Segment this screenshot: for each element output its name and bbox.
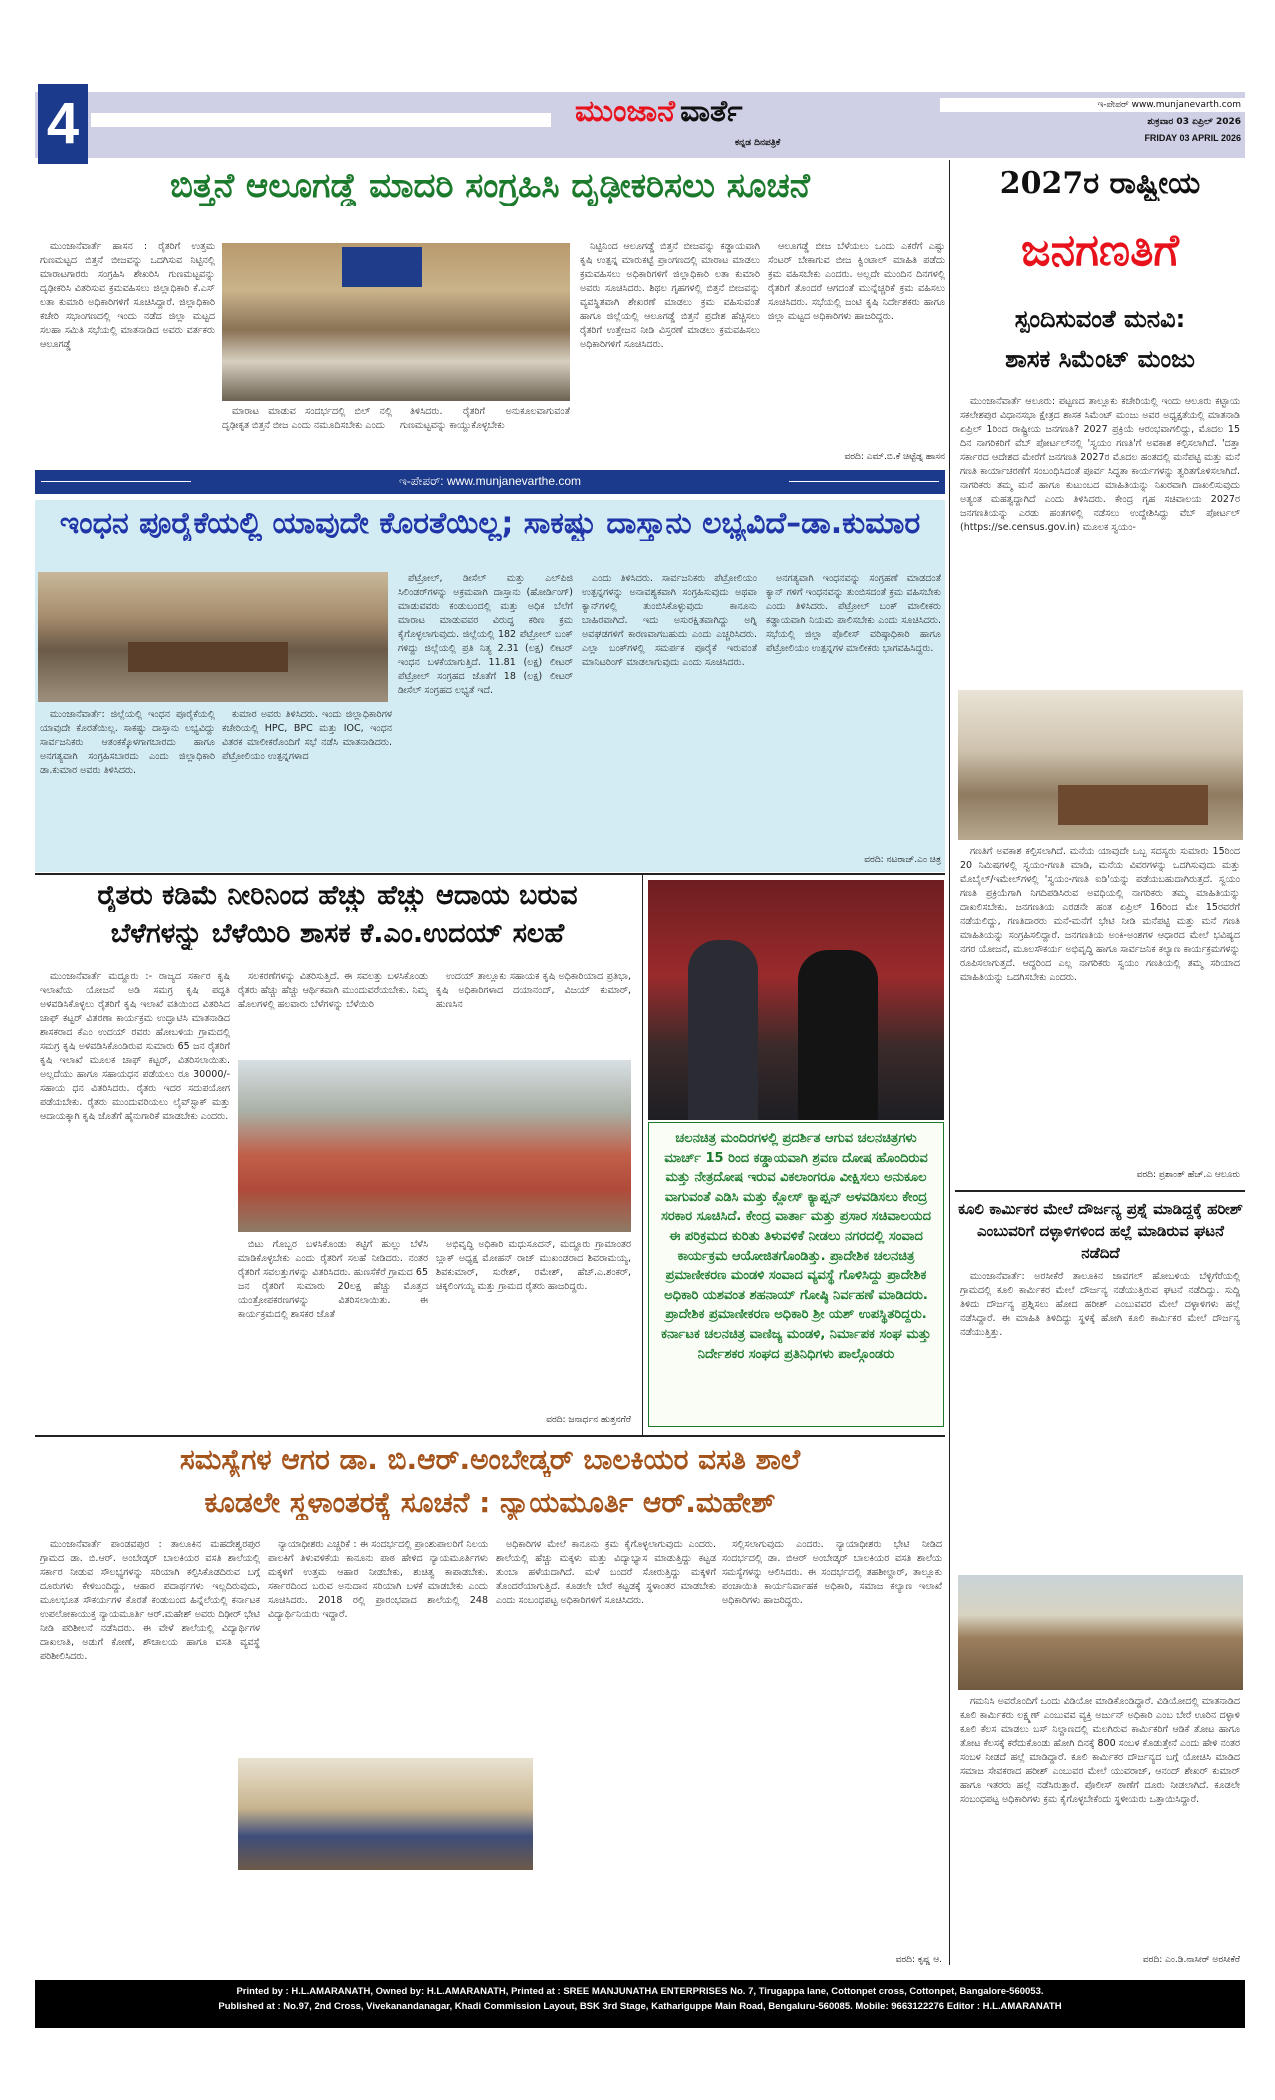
photo-caption: ಮಾರಾಟ ಮಾಡುವ ಸಂದರ್ಭದಲ್ಲಿ ಬಿಲ್ ನಲ್ಲಿ ದೃಢೀಕೃತ ಬಿತ್ತನೆ ಬೀಜ ಎಂದು ನಮೂದಿಸಬೇಕು ಎಂದು: [222, 406, 392, 431]
photo-justice-visit: [238, 1758, 533, 1870]
headline-census-3: ಸ್ಪಂದಿಸುವಂತೆ ಮನವಿ:: [1014, 305, 1186, 333]
headline-fuel: ಇಂಧನ ಪೂರೈಕೆಯಲ್ಲಿ ಯಾವುದೇ ಕೊರತೆಯಿಲ್ಲ; ಸಾಕಷ್ಟು ದಾಸ್ತಾನು ಲಭ್ಯವಿದೆ–ಡಾ.ಕುಮಾರ: [59, 506, 921, 541]
epaper-bar[interactable]: [35, 470, 945, 494]
podium-sign: [342, 247, 422, 287]
article-column: ಬಿಟು ಗೊಬ್ಬರ ಬಳಸಿಕೊಂಡು ಕಟ್ಟಿಗೆ ಹುಲ್ಲು ಬೆಳೆಸಿ ಮಾಡಿಕೊಳ್ಳಬೇಕು ಎಂದು ರೈತರಿಗೆ ಸಲಹೆ ನೀಡಿದರು. ನಂತರ ರೈತರಿಗೆ ಸವಲತ್ತುಗಳನ್ನು ವಿತರಿಸಿದರು. ಹುಣಸೆಕೆರೆ ಗ್ರಾಮದ 65 ಜನ ರೈತರಿಗೆ ಸುಮಾರು 20ಲಕ್ಷ ಹೆಚ್ಚು ಮೊತ್ತದ ಯಂತ್ರೋಪಕರಣಗಳನ್ನು ವಿತರಿಸಲಾಯಿತು. ಈ ಕಾರ್ಯಕ್ರಮದಲ್ಲಿ ಶಾಸಕರ ಜೊತೆ: [238, 1239, 428, 1320]
article-column: ಮುಂಜಾನೆವಾರ್ತೆ ಆಲೂರು: ಪಟ್ಟಣದ ತಾಲ್ಲೂಕು ಕಚೇರಿಯಲ್ಲಿ ಇಂದು ಆಲೂರು ಕಟ್ಟಾಯ ಸಕಲೇಶಪುರ ವಿಧಾನಸಭಾ ಕ್ಷೇತ್ರದ ಶಾಸಕ ಸಿಮೆಂಟ್ ಮಂಜು ಅವರ ಅಧ್ಯಕ್ಷತೆಯಲ್ಲಿ ಮಾತನಾಡಿ ಏಪ್ರಿಲ್ 1ರಿಂದ ರಾಷ್ಟ್ರೀಯ ಜನಗಣತಿ? 2027 ಪ್ರಕ್ರಿಯೆ ಆರಂಭವಾಗಲಿದ್ದು, ಮೊದಲ 15 ದಿನ ನಾಗರಿಕರಿಗೆ ವೆಬ್ ಪೋರ್ಟಲ್‌ನಲ್ಲಿ 'ಸ್ವಯಂ ಗಣತಿ'ಗೆ ಅವಕಾಶ ಕಲ್ಪಿಸಲಾಗಿದೆ. 'ದತ್ತಾ ಸರ್ಕಾರದ ಆದೇಶದ ಮೇರೆಗೆ ಜನಗಣತಿ 2027ರ ಮೊದಲ ಹಂತದಲ್ಲಿ ಮನೆಪಟ್ಟಿ ಮತ್ತು ಮನೆ ಗಣತಿ ಕಾರ್ಯಾಚರಣೆಗೆ ಸಂಬಂಧಿಸಿದಂತೆ ಪೂರ್ವ ಸಿದ್ಧತಾ ಕಾರ್ಯಗಳನ್ನು ತ್ವರಿತಗೊಳಿಸಲಾಗಿದೆ. ನಾಗರಿಕರು ತಮ್ಮ ಮನೆ ಹಾಗೂ ಕುಟುಂಬದ ಮಾಹಿತಿಯನ್ನು ನಿಖರವಾಗಿ ದಾಖಲಿಸುವುದು ಅತ್ಯಂತ ಮಹತ್ವದ್ದಾಗಿದೆ ಎಂದು ತಿಳಿಸಿದರು. ಕೇಂದ್ರ ಗೃಹ ಸಚಿವಾಲಯ 2027ರ ಜನಗಣತಿಯನ್ನು ಎರಡು ಹಂತಗಳಲ್ಲಿ ನಡೆಸಲು ಉದ್ದೇಶಿಸಿದ್ದು ವೆಬ್ ಪೋರ್ಟಲ್ (https://se.census.gov.in) ಮೂಲಕ ಸ್ವಯಂ-: [960, 396, 1240, 533]
masthead-rule: [91, 113, 551, 127]
article-column: ನ್ಯಾಯಾಧೀಶರು ಎಚ್ಚರಿಕೆ : ಈ ಸಂದರ್ಭದಲ್ಲಿ ಪ್ರಾಂಶುಪಾಲರಿಗೆ ನಿಲಯ ಪಾಲಕಿಗೆ ತಿಳುವಳಿಕೆಯ ಕಾನೂನು ಪಾಠ ಹೇಳಿದ ನ್ಯಾಯಮೂರ್ತಿಗಳು ಮಕ್ಕಳಿಗೆ ಉತ್ತಮ ಆಹಾರ ನೀಡಬೇಕು, ಶುಚಿತ್ವ ಕಾಪಾಡಬೇಕು. ಸರ್ಕಾರದಿಂದ ಬರುವ ಅನುದಾನ ಸರಿಯಾಗಿ ಬಳಕೆ ಮಾಡಬೇಕು ಎಂದು ಸೂಚಿಸಿದರು. 2018 ರಲ್ಲಿ ಪ್ರಾರಂಭವಾದ ಶಾಲೆಯಲ್ಲಿ 248 ವಿದ್ಯಾರ್ಥಿನಿಯರು ಇದ್ದಾರೆ.: [268, 1539, 488, 1620]
epaper-url[interactable]: ಇ-ಪೇಪರ್ www.munjanevarth.com: [940, 98, 1245, 112]
byline: ವರದಿ: ಎಂ.ಡಿ.ನಾಸೀರ್ ಅರಸೀಕೆರೆ: [1142, 1955, 1240, 1965]
imprint-line-1: Printed by : H.L.AMARANATH, Owned by: H.L.AMARANATH, Printed at : SREE MANJUNATHA ENTERPRISES No. 7, Tirugappa lane, Cottonpet cross, Cottonpet, Bangalore-560053.: [236, 1986, 1044, 1997]
photo-census-meeting: [958, 690, 1243, 840]
headline-labour: ಕೂಲಿ ಕಾರ್ಮಿಕರ ಮೇಲೆ ದೌರ್ಜನ್ಯ ಪ್ರಶ್ನೆ ಮಾಡಿದ್ದಕ್ಕೆ ಹರೀಶ್ ಎಂಬುವರಿಗೆ ದಳ್ಳಾಳಿಗಳಿಂದ ಹಲ್ಲೆ ಮಾಡಿರುವ ಘಟನೆ ನಡೆದಿದೆ: [958, 1200, 1243, 1262]
photo-film-event: [648, 880, 944, 1120]
divider: [35, 873, 945, 875]
byline: ವರದಿ: ನಟರಾಜ್.ಎಂ ಚಿತ್ರ: [864, 855, 941, 865]
logo: [575, 94, 743, 129]
article-column: ಗಣತಿಗೆ ಅವಕಾಶ ಕಲ್ಪಿಸಲಾಗಿದೆ. ಮನೆಯ ಯಾವುದೇ ಒಬ್ಬ ಸದಸ್ಯರು ಸುಮಾರು 15ರಿಂದ 20 ನಿಮಿಷಗಳಲ್ಲಿ ಸ್ವಯಂ-ಗಣತಿ ಮಾಡಿ, ಮನೆಯ ವಿವರಗಳನ್ನು ಒದಗಿಸುವುದು ಮತ್ತು ಮೊಬೈಲ್/ಇಮೇಲ್‌ಗಳಲ್ಲಿ 'ಸ್ವಯಂ-ಗಣತಿ ಐಡಿ'ಯನ್ನು ಪಡೆಯಬಹುದಾಗಿರುತ್ತದೆ. ಸ್ವಯಂ ಗಣತಿ ಪ್ರಕ್ರಿಯೆಗಾಗಿ ನಿಗದಿಪಡಿಸಿರುವ ಅವಧಿಯಲ್ಲಿ ನಾಗರಿಕರು ತಮ್ಮ ಮಾಹಿತಿಯನ್ನು ದಾಖಲಿಸಬೇಕು. ಜನಗಣತಿಯ ಎರಡನೇ ಹಂತ ಏಪ್ರಿಲ್ 16ರಿಂದ ಮೇ 15ರವರೆಗೆ ನಡೆಯಲಿದ್ದು, ಗಣತಿದಾರರು ಮನೆ-ಮನೆಗೆ ಭೇಟಿ ನೀಡಿ ಮನೆಪಟ್ಟಿ ಮತ್ತು ಮನೆ ಗಣತಿ ಮಾಹಿತಿಯನ್ನು ಸಂಗ್ರಹಿಸಲಿದ್ದಾರೆ. ಜನಗಣತಿಯ ಅಂಕಿ-ಅಂಶಗಳ ಆಧಾರದ ಮೇಲೆ ಭವಿಷ್ಯದ ನಗರ ಯೋಜನೆ, ಮೂಲಸೌಕರ್ಯ ಅಭಿವೃದ್ಧಿ ಹಾಗೂ ಸಾರ್ವಜನಿಕ ಕಲ್ಯಾಣ ಕಾರ್ಯಕ್ರಮಗಳನ್ನು ರೂಪಿಸಲಾಗುತ್ತದೆ. ಆದ್ದರಿಂದ ಎಲ್ಲ ನಾಗರಿಕರು ಸ್ವಯಂ ಗಣತಿಯಲ್ಲಿ ತಮ್ಮ ಸರಿಯಾದ ಮಾಹಿತಿಯನ್ನು ಒದಗಿಸಬೇಕು ಎಂದರು.: [960, 846, 1240, 983]
article-column: ಕುಮಾರ ಅವರು ತಿಳಿಸಿದರು. ಇಂದು ಜಿಲ್ಲಾಧಿಕಾರಿಗಳ ಕಚೇರಿಯಲ್ಲಿ HPC, BPC ಮತ್ತು IOC, ಇಂಧನ ವಿತರಕ ಮಾಲೀಕರೊಂದಿಗೆ ಸಭೆ ನಡೆಸಿ ಮಾತನಾಡಿದರು. ಪೆಟ್ರೋಲಿಯಂ ಉತ್ಪನ್ನಗಳಾದ: [222, 709, 392, 762]
article-column: ಅಧಿಕಾರಿಗಳ ಮೇಲೆ ಕಾನೂನು ಕ್ರಮ ಕೈಗೊಳ್ಳಲಾಗುವುದು ಎಂದರು. ಶಾಲೆಯಲ್ಲಿ ಹೆಚ್ಚು ಮಕ್ಕಳು ಮತ್ತು ವಿದ್ಯಾಭ್ಯಾಸ ಮಾಡುತ್ತಿದ್ದು ಕಟ್ಟಡ ತುಂಬಾ ಹಳೆಯದಾಗಿದೆ. ಮಳೆ ಬಂದರೆ ಸೋರುತ್ತಿದ್ದು ಮಕ್ಕಳಿಗೆ ತೊಂದರೆಯಾಗುತ್ತಿದೆ. ಕೂಡಲೇ ಬೇರೆ ಕಟ್ಟಡಕ್ಕೆ ಸ್ಥಳಾಂತರ ಮಾಡಬೇಕು ಎಂದು ಸಂಬಂಧಪಟ್ಟ ಅಧಿಕಾರಿಗಳಿಗೆ ಸೂಚಿಸಿದರು.: [496, 1539, 716, 1606]
article-column: ಗಮನಿಸಿ ಅವರೊಂದಿಗೆ ಒಂದು ವಿಡಿಯೋ ಮಾಡಿಕೊಂಡಿದ್ದಾರೆ. ವಿಡಿಯೋದಲ್ಲಿ ಮಾತನಾಡಿದ ಕೂಲಿ ಕಾರ್ಮಿಕರು ಲಕ್ಷ್ಮಣ್ ಎಂಬುವವ ವ್ಯಕ್ತಿ ಅರ್ಜುನ್ ಅಧಿಕಾರಿ ಎಂಬ ಬೇರೆ ಊರಿನ ದಳ್ಳಾಳಿ ಕೂಲಿ ಕೆಲಸ ಮಾಡಲು ಬಸ್ ನಿಲ್ದಾಣದಲ್ಲಿ ಮಲಗಿರುವ ಕಾರ್ಮಿಕರಿಗೆ ಆಡಿಕೆ ತೋಟ ಹಾಗೂ ತೋಟ ಕೆಲಸಕ್ಕೆ ಕರೆದುಕೊಂಡು ಹೋಗಿ ದಿನಕ್ಕೆ 800 ಸಂಬಳ ಕೊಡುತ್ತೇನೆ ಎಂದು ಹೇಳಿ ನಂತರ ಸಂಬಳ ನೀಡದೆ ಹಲ್ಲೆ ಮಾಡಿದ್ದಾರೆ. ಕೂಲಿ ಕಾರ್ಮಿಕರ ದೌರ್ಜನ್ಯದ ಬಗ್ಗೆ ಯೋಚಿಸಿ ಮಾಡಿದ ಸಮಾಜ ಸೇವಕರಾದ ಹರೀಶ್ ಎಂಬುವರ ಮೇಲೆ ಯುವರಾಜ್, ಆನಂದ್ ಶೇಖರ್ ಕುಮಾರ್ ಹಾಗೂ ಇತರರು ಹಲ್ಲೆ ನಡೆಸಿರುತ್ತಾರೆ. ಪೊಲೀಸ್ ಠಾಣೆಗೆ ದೂರು ನೀಡಲಾಗಿದೆ. ಕೂಡಲೇ ಸಂಬಂಧಪಟ್ಟ ಅಧಿಕಾರಿಗಳು ಕ್ರಮ ಕೈಗೊಳ್ಳಬೇಕೆಂದು ಸ್ಥಳೀಯರು ಒತ್ತಾಯಿಸಿದ್ದಾರೆ.: [960, 1696, 1240, 1805]
photo-chaff-cutters: [238, 1060, 631, 1232]
headline-potato: ಬಿತ್ತನೆ ಆಲೂಗಡ್ಡೆ ಮಾದರಿ ಸಂಗ್ರಹಿಸಿ ದೃಢೀಕರಿಸಲು ಸೂಚನೆ: [170, 166, 810, 206]
article-column: ನಿಟ್ಟಿನಿಂದ ಆಲೂಗಡ್ಡೆ ಬಿತ್ತನೆ ಬೀಜವನ್ನು ಕಡ್ಡಾಯವಾಗಿ ಕೃಷಿ ಉತ್ಪನ್ನ ಮಾರುಕಟ್ಟೆ ಪ್ರಾಂಗಣದಲ್ಲಿ ಮಾರಾಟ ಮಾಡಲು ಕ್ರಮವಹಿಸಲು ಅಧಿಕಾರಿಗಳಿಗೆ ಜಿಲ್ಲಾಧಿಕಾರಿ ಲತಾ ಕುಮಾರಿ ಅವರು ಸೂಚಿಸಿದರು. ಶಿಥಲ ಗೃಹಗಳಲ್ಲಿ ಬಿತ್ತನೆ ಬೀಜವನ್ನು ವ್ಯವಸ್ಥಿತವಾಗಿ ಶೇಖರಣೆ ಮಾಡಲು ಕ್ರಮ ವಹಿಸುವಂತೆ ಹಾಗೂ ಜಿಲ್ಲೆಯಲ್ಲಿ ಆಲೂಗಡ್ಡೆ ಬಿತ್ತನೆ ಪ್ರದೇಶ ಹೆಚ್ಚಿಸಲು ರೈತರಿಗೆ ಉತ್ತೇಜನ ನೀಡಿ ವಿಸ್ತರಣೆ ಮಾಡಲು ಕ್ರಮವಹಿಸಲು ಅಧಿಕಾರಿಗಳಿಗೆ ಸೂಚಿಸಿದರು.: [580, 241, 760, 350]
divider: [955, 1190, 1245, 1192]
person: [798, 950, 878, 1120]
article-column: ಮುಂಜಾನೆವಾರ್ತೆ ಪಾಂಡವಪುರ : ತಾಲೂಕಿನ ಮಹದೇಶ್ವರಪುರ ಗ್ರಾಮದ ಡಾ. ಬಿ.ಆರ್. ಅಂಬೇಡ್ಕರ್ ಬಾಲಕಿಯರ ವಸತಿ ಶಾಲೆಯಲ್ಲಿ ಸರ್ಕಾರ ನೀಡುವ ಸೌಲಭ್ಯಗಳನ್ನು ಸರಿಯಾಗಿ ಕಲ್ಪಿಸಿಕೊಡದಿರುವ ಬಗ್ಗೆ ದೂರುಗಳು ಕೇಳಿಬಂದಿದ್ದು, ಆಹಾರ ಪದಾರ್ಥಗಳು ಇಲ್ಲದಿರುವುದು, ಮೂಲಭೂತ ಸೌಕರ್ಯಗಳ ಕೊರತೆ ಕಂಡುಬಂದ ಹಿನ್ನೆಲೆಯಲ್ಲಿ ಕರ್ನಾಟಕ ಉಪಲೋಕಾಯುಕ್ತ ನ್ಯಾಯಮೂರ್ತಿ ಆರ್.ಮಹೇಶ್ ಅವರು ದಿಢೀರ್ ಭೇಟಿ ನೀಡಿ ಪರಿಶೀಲನೆ ನಡೆಸಿದರು. ಈ ವೇಳೆ ಶಾಲೆಯಲ್ಲಿ ವಿದ್ಯಾರ್ಥಿಗಳ ದಾಖಲಾತಿ, ಅಡುಗೆ ಕೋಣೆ, ಶೌಚಾಲಯ ಹಾಗೂ ವಸತಿ ವ್ಯವಸ್ಥೆ ಪರಿಶೀಲಿಸಿದರು.: [40, 1539, 260, 1662]
article-column: ಮುಂಜಾನೆವಾರ್ತೆ ಮದ್ದೂರು :- ರಾಜ್ಯದ ಸರ್ಕಾರ ಕೃಷಿ ಇಲಾಖೆಯ ಯೋಜನೆ ಅಡಿ ಸಮಗ್ರ ಕೃಷಿ ಪದ್ಧತಿ ಅಳವಡಿಸಿಕೊಳ್ಳಲು ರೈತರಿಗೆ ಕೃಷಿ ಇಲಾಖೆ ವತಿಯಿಂದ ವಿತರಿಸಿದ ಚಾಫ್ ಕಟ್ಟರ್ ವಿತರಣಾ ಕಾರ್ಯಕ್ರಮ ಉದ್ಘಾಟಿಸಿ ಮಾತನಾಡಿದ ಶಾಸಕರಾದ ಕೆಎಂ ಉದಯ್ ರವರು ಹೋಬಳಿಯ ಗ್ರಾಮದಲ್ಲಿ ಸಮಗ್ರ ಕೃಷಿ ಅಳವಡಿಸಿಕೊಂಡಿರುವ ಸುಮಾರು 65 ಜನ ರೈತರಿಗೆ ಕೃಷಿ ಇಲಾಖೆ ಮೂಲಕ ಚಾಫ್ ಕಟ್ಟರ್, ವಿತರಿಸಲಾಯಿತು. ಅಲ್ಲದೆಯು ಹಾಗೂ ಸಹಾಯಧನ ಪಡೆಯಲು ರೂ 30000/- ಸಹಾಯ ಧನ ವಿತರಿಸಿದರು. ರೈತರು ಇದರ ಸದುಪಯೋಗ ಪಡೆಯಬೇಕು. ರೈತರು ಮುಂದುವರಿಯಲು ಲೈವ್‌ಸ್ಟಾಕ್ ಮತ್ತು ಆದಾಯಕ್ಕಾಗಿ ಕೃಷಿ ಜೊತೆಗೆ ಹೈನುಗಾರಿಕೆ ಮಾಡಬೇಕು ಎಂದರು.: [40, 971, 230, 1122]
headline-hostel-1: ಸಮಸ್ಯೆಗಳ ಆಗರ ಡಾ. ಬಿ.ಆರ್.ಅಂಬೇಡ್ಕರ್ ಬಾಲಕಿಯರ ವಸತಿ ಶಾಲೆ: [179, 1443, 801, 1476]
imprint-line-2: Published at : No.97, 2nd Cross, Vivekanandanagar, Khadi Commission Layout, BSK 3rd Stage, Kathariguppe Main Road, Bengaluru-560085. Mobile: 9663122276 Editor : H.L.AMARANATH: [218, 2001, 1062, 2012]
headline-census-1: 2027ರ ರಾಷ್ಟ್ರೀಯ: [999, 166, 1201, 201]
headline-census-4: ಶಾಸಕ ಸಿಮೆಂಟ್ ಮಂಜು: [1005, 345, 1195, 373]
date-kannada: ಶುಕ್ರವಾರ 03 ಏಪ್ರಿಲ್ 2026: [1147, 117, 1241, 127]
article-column: ಪೆಟ್ರೋಲ್, ಡೀಸೆಲ್ ಮತ್ತು ಎಲ್‌ಪಿಜಿ ಸಿಲಿಂಡರ್‌ಗಳನ್ನು ಅಕ್ರಮವಾಗಿ ದಾಸ್ತಾನು (ಹೋರ್ಡಿಂಗ್) ಮಾಡುವವರು ಕಂಡುಬಂದಲ್ಲಿ ಮತ್ತು ಅಧಿಕ ಬೆಲೆಗೆ ಮಾರಾಟ ಮಾಡುವವರ ವಿರುದ್ಧ ಕಠಿಣ ಕ್ರಮ ಕೈಗೊಳ್ಳಲಾಗುವುದು. ಜಿಲ್ಲೆಯಲ್ಲಿ 182 ಪೆಟ್ರೋಲ್ ಬಂಕ್ ಗಳಿದ್ದು ಜಿಲ್ಲೆಯಲ್ಲಿ ಪ್ರತಿ ನಿತ್ಯ 2.31 (ಲಕ್ಷ) ಲೀಟರ್ ಇಂಧನ ಬಳಕೆಯಾಗುತ್ತಿದೆ. 11.81 (ಲಕ್ಷ) ಲೀಟರ್ ಪೆಟ್ರೋಲ್ ಸಂಗ್ರಹದ ಜೊತೆಗೆ 18 (ಲಕ್ಷ) ಲೀಟರ್ ಡೀಸೆಲ್ ಸಂಗ್ರಹದ ಲಭ್ಯತೆ ಇದೆ.: [398, 573, 573, 696]
article-column: ಸಲಕರಣೆಗಳನ್ನು ವಿತರಿಸುತ್ತಿದೆ. ಈ ಸವಲತ್ತು ಬಳಸಿಕೊಂಡು ರೈತರು ಹೆಚ್ಚು ಹೆಚ್ಚು ಆರ್ಥಿಕವಾಗಿ ಮುಂದುವರೆಯಬೇಕು. ನಿಮ್ಮ ಹೊಲಗಳಲ್ಲಿ ಹಲವಾರು ಬೆಳೆಗಳನ್ನು ಬೆಳೆಯಿರಿ: [238, 971, 428, 1010]
headline-farmers-1: ರೈತರು ಕಡಿಮೆ ನೀರಿನಿಂದ ಹೆಚ್ಚು ಹೆಚ್ಚು ಆದಾಯ ಬರುವ: [97, 880, 578, 911]
tagline: ಕನ್ನಡ ದಿನಪತ್ರಿಕೆ: [735, 138, 781, 148]
article-column: ಸಲ್ಲಿಸಲಾಗುವುದು ಎಂದರು. ನ್ಯಾಯಾಧೀಶರು ಭೇಟಿ ನೀಡಿದ ಸಂದರ್ಭದಲ್ಲಿ ಡಾ. ಬಿಆರ್ ಅಂಬೇಡ್ಕರ್ ಬಾಲಕಿಯರ ವಸತಿ ಶಾಲೆಯ ಸಮಸ್ಯೆಗಳನ್ನು ಆಲಿಸಿದರು. ಈ ಸಂದರ್ಭದಲ್ಲಿ ತಹಶೀಲ್ದಾರ್, ತಾಲ್ಲೂಕು ಪಂಚಾಯಿತಿ ಕಾರ್ಯನಿರ್ವಾಹಕ ಅಧಿಕಾರಿ, ಸಮಾಜ ಕಲ್ಯಾಣ ಇಲಾಖೆ ಅಧಿಕಾರಿಗಳು ಹಾಜರಿದ್ದರು.: [722, 1539, 942, 1606]
date-english: FRIDAY 03 APRIL 2026: [1144, 133, 1241, 143]
article-column: ಮುಂಜಾನೆವಾರ್ತೆ: ಅರಸೀಕೆರೆ ತಾಲೂಕಿನ ಜಾವಗಲ್ ಹೋಬಳಿಯ ಬೆಳ್ಳಿಗೆರೆಯಲ್ಲಿ ಗ್ರಾಮದಲ್ಲಿ ಕೂಲಿ ಕಾರ್ಮಿಕರ ಮೇಲೆ ದೌರ್ಜನ್ಯ ನಡೆಯುತ್ತಿರುವ ಘಟನೆ ನಡೆದಿದ್ದು. ಸುದ್ದಿ ತಿಳಿದು ದೌರ್ಜನ್ಯ ಪ್ರಶ್ನಿಸಲು ಹೋದ ಹರೀಶ್ ಎಂಬುವವರ ಮೇಲೆ ದಳ್ಳಾಳಿಗಳು ಹಲ್ಲೆ ನಡೆಸಿದ್ದಾರೆ. ಈ ಮಾಹಿತಿ ತಿಳಿದಿದ್ದು ಸ್ಥಳಕ್ಕೆ ಹೋಗಿ ಕೂಲಿ ಕಾರ್ಮಿಕರ ಮೇಲೆ ದೌರ್ಜನ್ಯ ನಡೆಯುತ್ತಿತ್ತು.: [960, 1271, 1240, 1338]
epaper-bar-text: ಇ-ಪೇಪರ್: www.munjanevarthe.com: [398, 474, 582, 488]
divider: [35, 1435, 945, 1437]
article-column: ಆಲೂಗಡ್ಡೆ ಬೀಜ ಬೆಳೆಯಲು ಒಂದು ಎಕರೆಗೆ ಎಷ್ಟು ಸೆಂಟರ್ ಬೇಕಾಗುವ ಬೀಜ ಕ್ವಿಂಟಾಲ್ ಮಾಹಿತಿ ಪಡೆದು ಕ್ರಮ ವಹಿಸಬೇಕು ಎಂದರು. ಅಲ್ಲದೇ ಮುಂದಿನ ದಿನಗಳಲ್ಲಿ ರೈತರಿಗೆ ತೊಂದರೆ ಆಗದಂತೆ ಮುನ್ನೆಚ್ಚರಿಕೆ ಕ್ರಮ ವಹಿಸಲು ಸೂಚಿಸಿದರು. ಸಭೆಯಲ್ಲಿ ಜಂಟಿ ಕೃಷಿ ನಿರ್ದೇಶಕರು ಹಾಗೂ ಜಿಲ್ಲಾ ಮಟ್ಟದ ಅಧಿಕಾರಿಗಳು ಹಾಜರಿದ್ದರು.: [768, 241, 945, 322]
photo-meeting: [222, 243, 570, 401]
table: [1058, 785, 1208, 825]
headline-hostel-2: ಕೂಡಲೇ ಸ್ಥಳಾಂತರಕ್ಕೆ ಸೂಚನೆ : ನ್ಯಾಯಮೂರ್ತಿ ಆರ್.ಮಹೇಶ್: [204, 1486, 776, 1519]
article-column: ಉದಯ್ ತಾಲ್ಲೂಕು ಸಹಾಯಕ ಕೃಷಿ ಅಧಿಕಾರಿಯಾದ ಪ್ರತಿಭಾ, ಕೃಷಿ ಅಧಿಕಾರಿಗಳಾದ ದಯಾನಂದ್, ವಿಜಯ್ ಕುಮಾರ್, ಹುಣಸಿನ: [436, 971, 631, 1010]
logo-black: ವಾರ್ತೆ: [680, 94, 743, 129]
headline-census-2: ಜನಗಣತಿಗೆ: [1021, 225, 1179, 276]
masthead: [35, 92, 1245, 158]
photo-labourers: [958, 1575, 1243, 1690]
photo-fuel-meeting: [38, 572, 388, 702]
column-divider: [642, 875, 643, 1435]
photo-caption: ತಿಳಿಸಿದರು. ರೈತರಿಗೆ ಅನುಕೂಲವಾಗುವಂತೆ ಗುಣಮಟ್ಟವನ್ನು ಕಾಯ್ದುಕೊಳ್ಳಬೇಕು: [400, 406, 570, 431]
byline: ವರದಿ: ಕೃಷ್ಣ ಆ.: [895, 1955, 942, 1965]
article-column: ಅಭಿವೃದ್ಧಿ ಅಧಿಕಾರಿ ಮಧುಸೂದನ್, ಮದ್ದೂರು ಗ್ರಾಮಾಂತರ ಬ್ಲಾಕ್ ಅಧ್ಯಕ್ಷ ಮೋಹನ್ ರಾಜ್ ಮುಖಂಡರಾದ ಶಿವರಾಮಯ್ಯ, ಶಿವಕುಮಾರ್, ಸುರೇಶ್, ರಮೇಶ್, ಹೆಚ್.ಎ.ಶಂಕರ್, ಚಿಕ್ಕಲಿಂಗಯ್ಯ ಮತ್ತು ಗ್ರಾಮದ ರೈತರು ಹಾಜರಿದ್ದರು.: [436, 1239, 631, 1292]
table: [128, 642, 288, 672]
headline-farmers-2: ಬೆಳೆಗಳನ್ನು ಬೆಳೆಯಿರಿ ಶಾಸಕ ಕೆ.ಎಂ.ಉದಯ್ ಸಲಹೆ: [110, 918, 565, 949]
column-divider: [949, 160, 950, 1965]
byline: ವರದಿ: ಎಮ್.ಬಿ.ಕೆ ಚಿಟ್ಟೆಡ್ನ ಹಾಸನ: [844, 452, 945, 462]
page-number: 4: [38, 84, 88, 164]
imprint-footer: [35, 1980, 1245, 2028]
byline: ವರದಿ: ಜನಾರ್ಧನ ಹುತ್ತನಗೆರೆ: [546, 1415, 631, 1425]
article-column: ಅನಗತ್ಯವಾಗಿ ಇಂಧನವನ್ನು ಸಂಗ್ರಹಣೆ ಮಾಡದಂತೆ ಕ್ಯಾನ್ ಗಳಿಗೆ ಇಂಧನವನ್ನು ತುಂಬಿಸದಂತೆ ಕ್ರಮ ವಹಿಸಬೇಕು ಎಂದು ತಿಳಿಸಿದರು. ಪೆಟ್ರೋಲ್ ಬಂಕ್ ಮಾಲೀಕರು ಕಡ್ಡಾಯವಾಗಿ ನಿಯಮ ಪಾಲಿಸಬೇಕು ಎಂದು ಸೂಚಿಸಿದರು. ಸಭೆಯಲ್ಲಿ ಜಿಲ್ಲಾ ಪೊಲೀಸ್ ವರಿಷ್ಠಾಧಿಕಾರಿ ಹಾಗೂ ಪೆಟ್ರೋಲಿಯಂ ಉತ್ಪನ್ನಗಳ ಮಾಲೀಕರು ಭಾಗವಹಿಸಿದ್ದರು.: [766, 573, 941, 654]
article-column: ಮುಂಜಾನೆವಾರ್ತೆ ಹಾಸನ : ರೈತರಿಗೆ ಉತ್ತಮ ಗುಣಮಟ್ಟದ ಬಿತ್ತನೆ ಬೀಜವನ್ನು ಒದಗಿಸುವ ನಿಟ್ಟಿನಲ್ಲಿ ಮಾರಾಟಗಾರರು ಸಂಗ್ರಹಿಸಿ ಶೇಖರಿಸಿ ಗುಣಮಟ್ಟವನ್ನು ದೃಢೀಕರಿಸಿ ವಿತರಿಸುವ ಕ್ರಮವಹಿಸಲು ಜಿಲ್ಲಾಧಿಕಾರಿ ಕೆ.ಎಸ್ ಲತಾ ಕುಮಾರಿ ಅಧಿಕಾರಿಗಳಿಗೆ ಸೂಚಿಸಿದ್ದಾರೆ. ಜಿಲ್ಲಾಧಿಕಾರಿ ಕಚೇರಿ ಸಭಾಂಗಣದಲ್ಲಿ ಇಂದು ನಡೆದ ಜಿಲ್ಲಾ ಮಟ್ಟದ ಸಲಹಾ ಸಮಿತಿ ಸಭೆಯಲ್ಲಿ ಮಾತನಾಡಿದ ಅವರು ವರ್ತಕರು ಆಲೂಗಡ್ಡೆ: [40, 241, 215, 350]
article-column: ಎಂದು ತಿಳಿಸಿದರು. ಸಾರ್ವಜನಿಕರು ಪೆಟ್ರೋಲಿಯಂ ಉತ್ಪನ್ನಗಳನ್ನು ಅನಾವಶ್ಯಕವಾಗಿ ಸಂಗ್ರಹಿಸುವುದು ಅಥವಾ ಕ್ಯಾನ್‌ಗಳಲ್ಲಿ ತುಂಬಿಸಿಕೊಳ್ಳುವುದು ಕಾನೂನು ಬಾಹಿರವಾಗಿದೆ. ಇದು ಅಸುರಕ್ಷಿತವಾಗಿದ್ದು ಅಗ್ನಿ ಅವಘಡಗಳಿಗೆ ಕಾರಣವಾಗಬಹುದು ಎಂದು ಎಚ್ಚರಿಸಿದರು. ಎಲ್ಲಾ ಬಂಕ್‌ಗಳಲ್ಲಿ ಸಮರ್ಪಕ ಪೂರೈಕೆ ಇರುವಂತೆ ಮಾನಿಟರಿಂಗ್ ಮಾಡಲಾಗುವುದು ಎಂದು ಸೂಚಿಸಿದರು.: [582, 573, 757, 668]
article-column: ಮುಂಜಾನೆವಾರ್ತೆ: ಜಿಲ್ಲೆಯಲ್ಲಿ ಇಂಧನ ಪೂರೈಕೆಯಲ್ಲಿ ಯಾವುದೇ ಕೊರತೆಯಿಲ್ಲ. ಸಾಕಷ್ಟು ದಾಸ್ತಾನು ಲಭ್ಯವಿದ್ದು ಸಾರ್ವಜನಿಕರು ಆತಂಕಕ್ಕೊಳಗಾಗಬಾರದು ಹಾಗೂ ಅನಗತ್ಯವಾಗಿ ಸಂಗ್ರಹಿಸಬಾರದು ಎಂದು ಜಿಲ್ಲಾಧಿಕಾರಿ ಡಾ.ಕುಮಾರ ಅವರು ತಿಳಿಸಿದರು.: [40, 709, 215, 776]
person: [688, 940, 758, 1120]
byline: ವರದಿ: ಪ್ರಶಾಂತ್ ಹೆಚ್.ಎ ಆಲೂರು: [1136, 1170, 1240, 1180]
film-text-box: ಚಲನಚಿತ್ರ ಮಂದಿರಗಳಲ್ಲಿ ಪ್ರದರ್ಶಿತ ಆಗುವ ಚಲನಚಿತ್ರಗಳು ಮಾರ್ಚ್ 15 ರಿಂದ ಕಡ್ಡಾಯವಾಗಿ ಶ್ರವಣ ದೋಷ ಹೊಂದಿರುವ ಮತ್ತು ನೇತ್ರದೋಷ ಇರುವ ವಿಕಲಾಂಗರೂ ವೀಕ್ಷಿಸಲು ಅನುಕೂಲ ವಾಗುವಂತೆ ಎಡಿಸಿ ಮತ್ತು ಕ್ಲೋಸ್ ಕ್ಯಾಪ್ಷನ್ ಅಳವಡಿಸಲು ಕೇಂದ್ರ ಸರಕಾರ ಸೂಚಿಸಿದೆ. ಕೇಂದ್ರ ವಾರ್ತಾ ಮತ್ತು ಪ್ರಸಾರ ಸಚಿವಾಲಯದ ಈ ಪರಿಕ್ರಮದ ಕುರಿತು ತಿಳುವಳಿಕೆ ನೀಡಲು ನಗರದಲ್ಲಿ ಸಂವಾದ ಕಾರ್ಯಕ್ರಮ ಆಯೋಜಿತಗೊಂಡಿತ್ತು. ಪ್ರಾದೇಶಿಕ ಚಲನಚಿತ್ರ ಪ್ರಮಾಣೀಕರಣ ಮಂಡಳಿ ಸಂವಾದ ವ್ಯವಸ್ಥೆ ಗೊಳಿಸಿದ್ದು ಪ್ರಾದೇಶಿಕ ಅಧಿಕಾರಿ ಯಶವಂತ ಶಹನಾಯ್ ಗೋಷ್ಠಿ ನಿರ್ವಹಣೆ ಮಾಡಿದರು. ಪ್ರಾದೇಶಿಕ ಪ್ರಮಾಣೀಕರಣ ಅಧಿಕಾರಿ ಶ್ರೀ ಯಶ್ ಉಪಸ್ಥಿತರಿದ್ದರು. ಕರ್ನಾಟಕ ಚಲನಚಿತ್ರ ವಾಣಿಜ್ಯ ಮಂಡಳಿ, ನಿರ್ಮಾಪಕ ಸಂಘ ಮತ್ತು ನಿರ್ದೇಶಕರ ಸಂಘದ ಪ್ರತಿನಿಧಿಗಳು ಪಾಲ್ಗೊಂಡರು: [648, 1122, 944, 1427]
logo-red: ಮುಂಜಾನೆ: [575, 94, 675, 129]
